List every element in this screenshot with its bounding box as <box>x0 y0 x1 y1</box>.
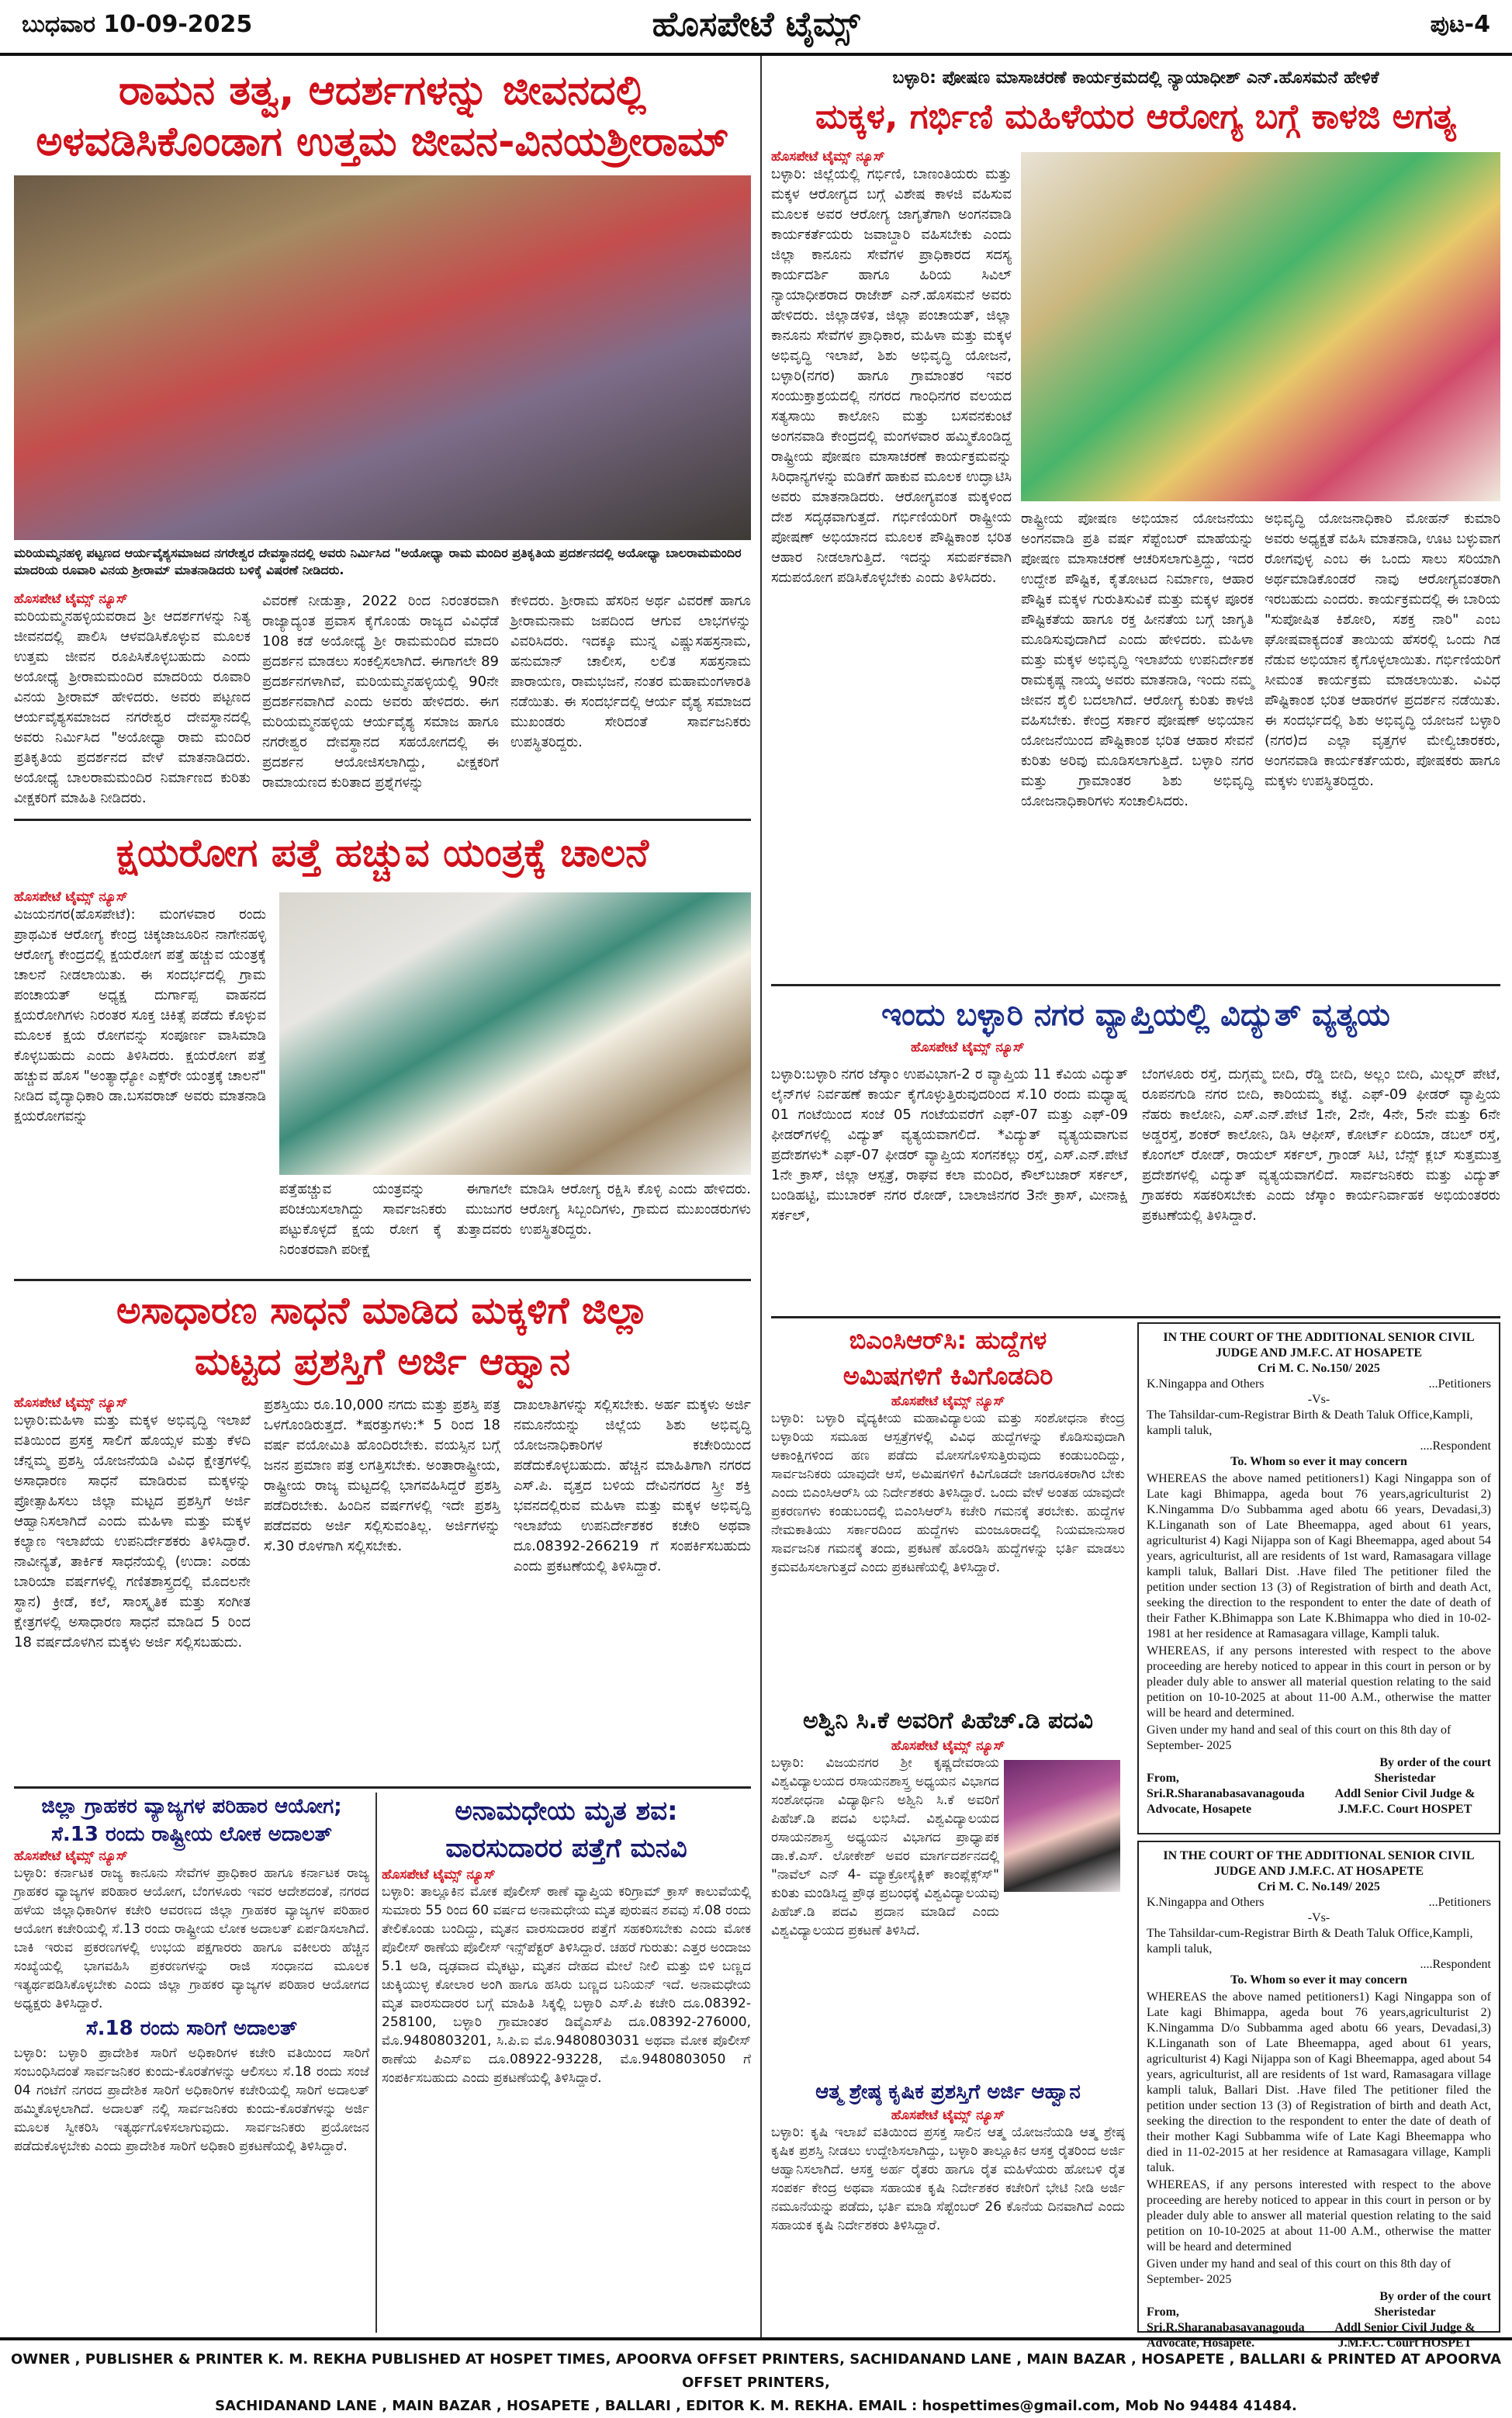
byline: ಹೊಸಪೇಟೆ ಟೈಮ್ಸ್ ನ್ಯೂಸ್ <box>14 1395 128 1411</box>
case-number: Cri M. C. No.149/ 2025 <box>1258 1880 1380 1893</box>
byline: ಹೊಸಪೇಟೆ ಟೈಮ್ಸ್ ನ್ಯೂಸ್ <box>14 889 128 905</box>
sheristedar: Sheristedar <box>1374 2305 1436 2319</box>
judge: Addl Senior Civil Judge & J.M.F.C. Court HOSPET <box>1334 2321 1476 2350</box>
newspaper-title: ಹೊಸಪೇಟೆ ಟೈಮ್ಸ್ <box>652 5 860 44</box>
story-body: ಮಾಡಿಸಿ ಆರೋಗ್ಯ ರಕ್ಷಿಸಿ ಕೊಳ್ಳಿ ಎಂದು ಹೇಳಿದರು. ಆರೋಗ್ಯ ಸಿಬ್ಬಂದಿಗಳು, ಗ್ರಾಮದ ಮುಖಂಡರುಗಳು ಉಪಸ್ಥಿತರಿದ್ದರು. <box>520 1181 751 1238</box>
story-body: ಬೆಂಗಳೂರು ರಸ್ತೆ, ದುಗ್ಗಮ್ಮ ಬೀದಿ, ರೆಡ್ಡಿ ಬೀದಿ, ಅಲ್ಲಂ ಬೀದಿ, ಮಿಲ್ಲರ್ ಪೇಟೆ, ರೂಪನಗುಡಿ ನಗರ ಬೀದಿ, ಕಾರಿಯಮ್ಮ ಕಟ್ಟೆ. ಎಫ್-09 ಫೀಡರ್ ವ್ಯಾಪ್ತಿಯ ನೆಹರು ಕಾಲೋನಿ, ಎಸ್.ಎನ್.ಪೇಟೆ 1ನೇ, 2ನೇ, 4ನೇ, 5ನೇ ಮತ್ತು 6ನೇ ಅಡ್ಡರಸ್ತೆ, ಶಂಕರ್ ಕಾಲೋನಿ, ಡಿಸಿ ಆಫೀಸ್, ಕೋರ್ಟ್ ಏರಿಯಾ, ಡಬಲ್ ರಸ್ತೆ, ಕೊಂಗಲ್ ರೋಡ್, ರಾಯಲ್ ಸರ್ಕಲ್, ಗ್ರಾಂಡ್ ಸಿಟಿ, ಬೆನ್ಸ್ ಕ್ಲಬ್ ಸುತ್ತಮುತ್ತ ಪ್ರದೇಶಗಳಲ್ಲಿ ವಿದ್ಯುತ್ ವ್ಯತ್ಯಯವಾಗಲಿದೆ. ಸಾರ್ವಜನಿಕರು ಮತ್ತು ವಿದ್ಯುತ್ ಗ್ರಾಹಕರು ಸಹಕರಿಸಬೇಕು ಎಂದು ಜೆಸ್ಕಾಂ ಕಾರ್ಯನಿರ್ವಾಹಕ ಅಭಿಯಂತರರು ಪ್ರಕಟಣೆಯಲ್ಲಿ ತಿಳಿಸಿದ್ದಾರೆ. <box>1142 1066 1500 1224</box>
story-child-awards <box>14 1285 751 1783</box>
from-block <box>1147 1771 1312 1817</box>
story-phd-award <box>771 1704 1125 2077</box>
respondent-label: ....Respondent <box>1420 1439 1491 1453</box>
story-body: ಬಳ್ಳಾರಿ: ವಿಜಯನಗರ ಶ್ರೀ ಕೃಷ್ಣದೇವರಾಯ ವಿಶ್ವವಿದ್ಯಾಲಯದ ರಸಾಯನಶಾಸ್ತ್ರ ಅಧ್ಯಯನ ವಿಭಾಗದ ಸಂಶೋಧನಾ ವಿದ್ಯಾರ್ಥಿನಿ ಅಶ್ವಿನಿ ಸಿ.ಕೆ ಅವರಿಗೆ ಪಿಹೆಚ್.ಡಿ ಪದವಿ ಲಭಿಸಿದೆ. ವಿಶ್ವವಿದ್ಯಾಲಯದ ರಸಾಯನಶಾಸ್ತ್ರ ಅಧ್ಯಯನ ವಿಭಾಗದ ಪ್ರಾಧ್ಯಾಪಕ ಡಾ.ಕೆ.ಎಸ್. ಲೋಕೇಶ್ ಅವರ ಮಾರ್ಗದರ್ಶನದಲ್ಲಿ "ನಾವೆಲ್ ಎನ್ 4- ಮ್ಯಾಕ್ರೋಸೈಕ್ಲಿಕ್ ಕಾಂಪ್ಲೆಕ್ಸ್‌ಸ್" ಕುರಿತು ಮಂಡಿಸಿದ್ದ ಪ್ರೌಢ ಪ್ರಬಂಧಕ್ಕೆ ವಿಶ್ವವಿದ್ಯಾಲಯವು ಪಿಹೆಚ್.ಡಿ ಪದವಿ ಪ್ರದಾನ ಮಾಡಿದೆ ಎಂದು ವಿಶ್ವವಿದ್ಯಾಲಯದ ಪ್ರಕಟಣೆ ತಿಳಿಸಿದೆ. <box>771 1755 999 1938</box>
headline: ಕ್ಷಯರೋಗ ಪತ್ತೆ ಹಚ್ಚುವ ಯಂತ್ರಕ್ಕೆ ಚಾಲನೆ <box>116 830 649 875</box>
parties-row <box>1147 1377 1491 1392</box>
story-body: ಬಳ್ಳಾರಿ: ಬಳ್ಳಾರಿ ಪ್ರಾದೇಶಿಕ ಸಾರಿಗೆ ಅಧಿಕಾರಿಗಳ ಕಚೇರಿ ವತಿಯಿಂದ ಸಾರಿಗೆ ಸಂಬಂಧಿಸಿದಂತೆ ಸಾರ್ವಜನಿಕರ ಕುಂದು-ಕೊರತೆಗಳನ್ನು ಆಲಿಸಲು ಸೆ.18 ರಂದು ಸಂಜೆ 04 ಗಂಟೆಗೆ ನಗರದ ಪ್ರಾದೇಶಿಕ ಸಾರಿಗೆ ಅಧಿಕಾರಿಗಳ ಕಚೇರಿಯಲ್ಲಿ ಸಾರಿಗೆ ಅದಾಲತ್ ಹಮ್ಮಿಕೊಳ್ಳಲಾಗಿದೆ. ಅದಾಲತ್ ನಲ್ಲಿ ಸಾರ್ವಜನಿಕರು ಕುಂದು-ಕೊರತೆಗಳನ್ನು ಅರ್ಜಿ ಮೂಲಕ ಸ್ವೀಕರಿಸಿ ಇತ್ಯರ್ಥಗೊಳಿಸಲಾಗುವುದು. ಸಾರ್ವಜನಿಕರು ಪ್ರಯೋಜನ ಪಡೆದುಕೊಳ್ಳಬೇಕು ಎಂದು ಪ್ರಾದೇಶಿಕ ಸಾರಿಗೆ ಅಧಿಕಾರಿ ಪ್ರಕಟಣೆಯಲ್ಲಿ ತಿಳಿಸಿದ್ದಾರೆ. <box>14 2046 369 2154</box>
section-divider <box>771 1316 1500 1318</box>
court-title: IN THE COURT OF THE ADDITIONAL SENIOR CIVIL <box>1163 1331 1475 1344</box>
story-body: ಬಳ್ಳಾರಿ: ಜಿಲ್ಲೆಯಲ್ಲಿ ಗರ್ಭಿಣಿ, ಬಾಣಂತಿಯರು ಮತ್ತು ಮಕ್ಕಳ ಆರೋಗ್ಯದ ಬಗ್ಗೆ ವಿಶೇಷ ಕಾಳಜಿ ವಹಿಸುವ ಮೂಲಕ ಅವರ ಆರೋಗ್ಯ ಜಾಗೃತೆಗಾಗಿ ಅಂಗನವಾಡಿ ಕಾರ್ಯಕರ್ತೆಯರು ಜವಾಬ್ದಾರಿ ವಹಿಸಬೇಕು ಎಂದು ಜಿಲ್ಲಾ ಕಾನೂನು ಸೇವೆಗಳ ಪ್ರಾಧಿಕಾರದ ಸದಸ್ಯ ಕಾರ್ಯದರ್ಶಿ ಹಾಗೂ ಹಿರಿಯ ಸಿವಿಲ್ ನ್ಯಾಯಾಧೀಶರಾದ ರಾಜೇಶ್ ಎನ್.ಹೊಸಮನೆ ಅವರು ಹೇಳಿದರು. ಜಿಲ್ಲಾಡಳಿತ, ಜಿಲ್ಲಾ ಪಂಚಾಯತ್, ಜಿಲ್ಲಾ ಕಾನೂನು ಸೇವೆಗಳ ಪ್ರಾಧಿಕಾರ, ಮಹಿಳಾ ಮತ್ತು ಮಕ್ಕಳ ಅಭಿವೃದ್ಧಿ ಇಲಾಖೆ, ಶಿಶು ಅಭಿವೃದ್ಧಿ ಯೋಜನೆ, ಬಳ್ಳಾರಿ(ನಗರ) ಹಾಗೂ ಗ್ರಾಮಾಂತರ ಇವರ ಸಂಯುಕ್ತಾಶ್ರಯದಲ್ಲಿ ನಗರದ ಗಾಂಧಿನಗರ ವಲಯದ ಸತ್ಯಸಾಯಿ ಕಾಲೋನಿ ಮತ್ತು ಬಸವನಕುಂಟೆ ಅಂಗನವಾಡಿ ಕೇಂದ್ರದಲ್ಲಿ ಮಂಗಳವಾರ ಹಮ್ಮಿಕೊಂಡಿದ್ದ ರಾಷ್ಟ್ರೀಯ ಪೋಷಣ ಮಾಸಾಚರಣೆ ಕಾರ್ಯಕ್ರಮವನ್ನು ಸಿರಿಧಾನ್ಯಗಳನ್ನು ಮಡಿಕೆಗೆ ಹಾಕುವ ಮೂಲಕ ಉದ್ಘಾಟಿಸಿ ಅವರು ಮಾತನಾಡಿದರು. ಆರೋಗ್ಯವಂತ ಮಕ್ಕಳಿಂದ ದೇಶ ಸದೃಢವಾಗುತ್ತದೆ. ಗರ್ಭಿಣಿಯರಿಗೆ ರಾಷ್ಟ್ರೀಯ ಪೋಷಣ್ ಅಭಿಯಾನದ ಮೂಲಕ ಪೌಷ್ಟಿಕಾಂಶ ಭರಿತ ಆಹಾರ ನೀಡಲಾಗುತ್ತಿದೆ. ಇದನ್ನು ಸಮರ್ಪಕವಾಗಿ ಸದುಪಯೋಗ ಪಡಿಸಿಕೊಳ್ಳಬೇಕು ಎಂದು ತಿಳಿಸಿದರು. <box>771 166 1012 586</box>
section-divider <box>771 984 1500 986</box>
column-rule <box>760 56 762 2337</box>
section-divider <box>14 1279 751 1281</box>
petitioners-label: ...Petitioners <box>1428 1377 1491 1391</box>
story-body: ರಾಷ್ಟ್ರೀಯ ಪೋಷಣ ಅಭಿಯಾನ ಯೋಜನೆಯು ಅಂಗನವಾಡಿ ಪ್ರತಿ ವರ್ಷ ಸೆಪ್ಟೆಂಬರ್ ಮಾಹೆಯನ್ನು ಪೋಷಣ ಮಾಸಾಚರಣೆ ಆಚರಿಸಲಾಗುತ್ತಿದ್ದು, ಇದರ ಉದ್ದೇಶ ಪೌಷ್ಟಿಕ, ಕೈತೋಟದ ನಿರ್ಮಾಣ, ಆಹಾರ ಪೌಷ್ಟಿಕ ಮಕ್ಕಳ ಗುರುತಿಸುವಿಕೆ ಮತ್ತು ಮಕ್ಕಳ ಪೂರಕ ಪೌಷ್ಟಿಕತೆಯ ಹಾಗೂ ರಕ್ತ ಹೀನತೆಯ ಬಗ್ಗೆ ಜಾಗೃತಿ ಮೂಡಿಸುವುದಾಗಿದೆ ಎಂದು ಹೇಳಿದರು. ಮಹಿಳಾ ಮತ್ತು ಮಕ್ಕಳ ಅಭಿವೃದ್ಧಿ ಇಲಾಖೆಯ ಉಪನಿರ್ದೇಶಕ ರಾಮಕೃಷ್ಣ ನಾಯ್ಕ ಅವರು ಮಾತನಾಡಿ, ಇಂದು ನಮ್ಮ ಜೀವನ ಶೈಲಿ ಬದಲಾಗಿದೆ. ಆರೋಗ್ಯ ಕುರಿತು ಕಾಳಜಿ ವಹಿಸಬೇಕು. ಕೇಂದ್ರ ಸರ್ಕಾರ ಪೋಷಣ್ ಅಭಿಯಾನ ಯೋಜನೆಯಿಂದ ಪೌಷ್ಟಿಕಾಂಶ ಭರಿತ ಆಹಾರ ಸೇವನೆ ಕುರಿತು ಅರಿವು ಮೂಡಿಸಲಾಗುತ್ತಿದೆ. ಬಳ್ಳಾರಿ ನಗರ ಮತ್ತು ಗ್ರಾಮಾಂತರ ಶಿಶು ಅಭಿವೃದ್ಧಿ ಯೋಜನಾಧಿಕಾರಿಗಳು ಸಂಚಾಲಿಸಿದರು. <box>1021 511 1254 809</box>
imprint-line: OWNER , PUBLISHER & PRINTER K. M. REKHA PUBLISHED AT HOSPET TIMES, APOORVA OFFSET PRINTERS, SACHIDANAND LANE , MAIN BAZAR , HOSAPETE , BALLARI & PRINTED AT APOORVA OFFSET PRINTERS, <box>10 2351 1502 2391</box>
headline: ಇಂದು ಬಳ್ಳಾರಿ ನಗರ ವ್ಯಾಪ್ತಿಯಲ್ಲಿ ವಿದ್ಯುತ್ ವ್ಯತ್ಯಯ <box>881 997 1390 1033</box>
notice-paragraph: WHEREAS, if any persons interested with respect to the above proceeding are hereby noticed to appear in this court in person or by pleader duly able to answer all material question relating to the said petition on 10-10-2025 at about 11-00 A.M., otherwise the matter will be heard and determined <box>1147 2178 1491 2253</box>
photo-caption: ಮರಿಯಮ್ಮನಹಳ್ಳಿ ಪಟ್ಟಣದ ಆರ್ಯವೈಶ್ಯಸಮಾಜದ ನಗರೇಶ್ವರ ದೇವಸ್ಥಾನದಲ್ಲಿ ಅವರು ನಿರ್ಮಿಸಿದ "ಅಯೋಧ್ಯಾ ರಾಮ ಮಂದಿರ ಪ್ರತಿಕೃತಿಯ ಪ್ರದರ್ಶನದಲ್ಲಿ ಅಯೋಧ್ಯಾ ಬಾಲರಾಮಮಂದಿರ ಮಾದರಿಯ ರೂವಾರಿ ವಿನಯ ಶ್ರೀರಾಮ್ ಮಾತನಾಡಿದರು ಬಳಿಕ್ಕೆ ವಿಷರಣೆ ನೀಡಿದರು. <box>14 546 742 577</box>
court-title: JUDGE AND JM.F.C. AT HOSAPETE <box>1216 1346 1422 1360</box>
headline: ಅನಾಮಧೇಯ ಮೃತ ಶವ: <box>455 1796 678 1827</box>
story-nutrition-month <box>771 65 1500 981</box>
issue-date: ಬುಧವಾರ 10-09-2025 <box>22 11 253 38</box>
story-body: ಬಳ್ಳಾರಿ: ಕೃಷಿ ಇಲಾಖೆ ವತಿಯಿಂದ ಪ್ರಸಕ್ತ ಸಾಲಿನ ಆತ್ಮ ಯೋಜನೆಯಡಿ ಆತ್ಮ ಶ್ರೇಷ್ಠ ಕೃಷಿಕ ಪ್ರಶಸ್ತಿ ನೀಡಲು ಉದ್ದೇಶಿಸಲಾಗಿದ್ದು, ಬಳ್ಳಾರಿ ತಾಲ್ಲೂಕಿನ ಆಸಕ್ತ ರೈತರಿಂದ ಅರ್ಜಿ ಆಹ್ವಾನಿಸಲಾಗಿದೆ. ಆಸಕ್ತ ಅರ್ಹ ರೈತರು ಹಾಗೂ ರೈತ ಮಹಿಳೆಯರು ಹೋಬಳಿ ರೈತ ಸಂಪರ್ಕ ಕೇಂದ್ರ ಅಥವಾ ಸಹಾಯಕ ಕೃಷಿ ನಿರ್ದೇಶಕರ ಕಚೇರಿಗೆ ಭೇಟಿ ನೀಡಿ ಅರ್ಜಿ ನಮೂನೆಯನ್ನು ಪಡೆದು, ಭರ್ತಿ ಮಾಡಿ ಸೆಪ್ಟೆಂಬರ್ 26 ಕೊನೆಯ ದಿನವಾಗಿದೆ ಎಂದು ಸಹಾಯಕ ಕೃಷಿ ನಿರ್ದೇಶಕರು ತಿಳಿಸಿದ್ದಾರೆ. <box>771 2125 1125 2233</box>
column-rule <box>375 1793 377 2333</box>
health-centre-photo <box>279 892 751 1175</box>
story-body: ಪ್ರಶಸ್ತಿಯು ರೂ.10,000 ನಗದು ಮತ್ತು ಪ್ರಶಸ್ತಿ ಪತ್ರ ಒಳಗೊಂಡಿರುತ್ತದೆ. *ಷರತ್ತುಗಳು:* 5 ರಿಂದ 18 ವರ್ಷ ವಯೋಮಿತಿ ಹೊಂದಿರಬೇಕು. ವಯಸ್ಸಿನ ಬಗ್ಗೆ ಜನನ ಪ್ರಮಾಣ ಪತ್ರ ಲಗತ್ತಿಸಬೇಕು. ಅಂತಾರಾಷ್ಟ್ರೀಯ, ರಾಷ್ಟ್ರೀಯ ರಾಜ್ಯ ಮಟ್ಟದಲ್ಲಿ ಭಾಗವಹಿಸಿದ್ದರೆ ಪ್ರಶಸ್ತಿ ಪಡೆದಿರಬೇಕು. ಹಿಂದಿನ ವರ್ಷಗಳಲ್ಲಿ ಇದೇ ಪ್ರಶಸ್ತಿ ಪಡೆದವರು ಅರ್ಜಿ ಸಲ್ಲಿಸುವಂತಿಲ್ಲ. ಅರ್ಜಿಗಳನ್ನು ಸೆ.30 ರೊಳಗಾಗಿ ಸಲ್ಲಿಸಬೇಕು. <box>264 1397 500 1554</box>
story-body: ವಿಜಯನಗರ(ಹೊಸಪೇಟೆ): ಮಂಗಳವಾರ ರಂದು ಪ್ರಾಥಮಿಕ ಆರೋಗ್ಯ ಕೇಂದ್ರ ಚಿಕ್ಕಜಾಜೂರಿನ ನಾಗೇನಹಳ್ಳಿ ಆರೋಗ್ಯ ಕೇಂದ್ರದಲ್ಲಿ ಕ್ಷಯರೋಗ ಪತ್ತೆ ಹಚ್ಚುವ ಯಂತ್ರಕ್ಕೆ ಚಾಲನೆ ನೀಡಲಾಯಿತು. ಈ ಸಂದರ್ಭದಲ್ಲಿ ಗ್ರಾಮ ಪಂಚಾಯತ್ ಅಧ್ಯಕ್ಷ ದುರ್ಗಾಪ್ಪ ವಾಹನದ ಕ್ಷಯರೋಗಿಗಳು ನಿರಂತರ ಸೂಕ್ತ ಚಿಕಿತ್ಸೆ ಪಡೆದು ಕೊಳ್ಳುವ ಮೂಲಕ ಕ್ಷಯ ರೋಗವನ್ನು ಸಂಪೂರ್ಣ ವಾಸಿಮಾಡಿ ಕೊಳ್ಳಬಹುದು ಎಂದು ತಿಳಿಸಿದರು. ಕ್ಷಯರೋಗ ಪತ್ತೆ ಹಚ್ಚುವ ಹೊಸ "ಅಂತ್ಯಾಧ್ಯೋ ಎಕ್ಸ್‌ರೇ ಯಂತ್ರಕ್ಕೆ ಚಾಲನೆ" ನೀಡಿದ ವೈದ್ಯಾಧಿಕಾರಿ ಡಾ.ಬಸವರಾಜ್ ಅವರು ಮಾತನಾಡಿ ಕ್ಷಯರೋಗವನ್ನು <box>14 906 266 1124</box>
story-body: ಮರಿಯಮ್ಮನಹಳ್ಳಿಯವರಾದ ಶ್ರೀ ಆದರ್ಶಗಳನ್ನು ನಿತ್ಯ ಜೀವನದಲ್ಲಿ ಪಾಲಿಸಿ ಆಳವಡಿಸಿಕೊಳ್ಳುವ ಮೂಲಕ ಉತ್ತಮ ಜೀವನ ರೂಪಿಸಿಕೊಳ್ಳಬಹುದು ಎಂದು ಅಯೋಧ್ಯೆ ಶ್ರೀರಾಮಮಂದಿರ ಮಾದರಿಯ ರೂವಾರಿ ವಿನಯ ಶ್ರೀರಾಮ್ ಹೇಳಿದರು. ಅವರು ಪಟ್ಟಣದ ಆರ್ಯವೈಶ್ಯಸಮಾಜದ ನಗರೇಶ್ವರ ದೇವಸ್ಥಾನದಲ್ಲಿ ಅವರು ನಿರ್ಮಿಸಿದ "ಅಯೋಧ್ಯಾ ರಾಮ ಮಂದಿರ ಪ್ರತಿಕೃತಿಯ ಪ್ರದರ್ಶನದ ವೇಳೆ ಮಾತನಾಡಿದರು. ಅಯೋಧ್ಯೆ ಬಾಲರಾಮಮಂದಿರ ನಿರ್ಮಾಣದ ಕುರಿತು ವೀಕ್ಷಕರಿಗೆ ಮಾಹಿತಿ ನೀಡಿದರು. <box>14 608 251 806</box>
byline: ಹೊಸಪೇಟೆ ಟೈಮ್ಸ್ ನ್ಯೂಸ್ <box>382 1867 496 1883</box>
advocate: Sri.R.Sharanabasavanagouda Advocate, Hosapete. <box>1147 2321 1305 2350</box>
from-label: From, <box>1147 2305 1179 2319</box>
headline: ಅಳವಡಿಸಿಕೊಂಡಾಗ ಉತ್ತಮ ಜೀವನ-ವಿನಯಶ್ರೀರಾಮ್ <box>36 119 729 165</box>
headline: ಸೆ.13 ರಂದು ರಾಷ್ಟ್ರೀಯ ಲೋಕ ಅದಾಲತ್ <box>51 1823 332 1846</box>
story-body: ವಿವರಣೆ ನೀಡುತ್ತಾ, 2022 ರಿಂದ ನಿರಂತರವಾಗಿ ರಾಜ್ಯಾದ್ಯಂತ ಪ್ರವಾಸ ಕೈಗೊಂಡು ರಾಜ್ಯದ ವಿವಿಧೆಡೆ 108 ಕಡೆ ಅಯೋಧ್ಯೆ ಶ್ರೀ ರಾಮಮಂದಿರ ಮಾದರಿ ಪ್ರದರ್ಶನ ಮಾಡಲು ಸಂಕಲ್ಪಿಸಲಾಗಿದೆ. ಈಗಾಗಲೇ 89 ಪ್ರದರ್ಶನಗಳಾಗಿವೆ, ಮರಿಯಮ್ಮನಹಳ್ಳಿಯಲ್ಲಿ 90ನೇ ಪ್ರದರ್ಶನವಾಗಿದೆ ಎಂದು ಅವರು ಹೇಳಿದರು. ಈಗ ಮರಿಯಮ್ಮನಹಳ್ಳಿಯ ಆರ್ಯವೈಶ್ಯ ಸಮಾಜ ಹಾಗೂ ನಗರೇಶ್ವರ ದೇವಸ್ಥಾನದ ಸಹಯೋಗದಲ್ಲಿ ಈ ಪ್ರದರ್ಶನ ಆಯೋಜಿಸಲಾಗಿದ್ದು, ವೀಕ್ಷಕರಿಗೆ ರಾಮಾಯಣದ ಕುರಿತಾದ ಪ್ರಶ್ನೆಗಳನ್ನು <box>262 593 499 791</box>
story-unidentified-body <box>382 1793 751 2333</box>
headline: ಆತ್ಮ ಶ್ರೇಷ್ಠ ಕೃಷಿಕ ಪ್ರಶಸ್ತಿಗೆ ಅರ್ಜಿ ಆಹ್ವಾನ <box>815 2080 1081 2104</box>
imprint-line: SACHIDANAND LANE , MAIN BAZAR , HOSAPETE , BALLARI , EDITOR K. M. REKHA. EMAIL : hospettimes@gmail.com, Mob No 94484 41484. <box>215 2398 1297 2414</box>
imprint-footer <box>0 2337 1512 2414</box>
versus: -Vs- <box>1307 1393 1330 1406</box>
byline: ಹೊಸಪೇಟೆ ಟೈಮ್ಸ್ ನ್ಯೂಸ್ <box>14 1848 128 1864</box>
byline: ಹೊಸಪೇಟೆ ಟೈಮ್ಸ್ ನ್ಯೂಸ್ <box>771 149 885 165</box>
headline: ಅಮಿಷಗಳಿಗೆ ಕಿವಿಗೊಡದಿರಿ <box>842 1361 1054 1391</box>
story-body: ಕೇಳಿದರು. ಶ್ರೀರಾಮ ಹೆಸರಿನ ಅರ್ಥ ವಿವರಣೆ ಹಾಗೂ ಶ್ರೀರಾಮನಾಮ ಜಪದಿಂದ ಆಗುವ ಲಾಭಗಳನ್ನು ವಿವರಿಸಿದರು. ಇದಕ್ಕೂ ಮುನ್ನ ವಿಷ್ಣುಸಹಸ್ರನಾಮ, ಹನುಮಾನ್ ಚಾಲೀಸ, ಲಲಿತ ಸಹಸ್ರನಾಮ ಪಾರಾಯಣ, ರಾಮಭಜನೆ, ನಂತರ ಮಹಾಮಂಗಳಾರತಿ ನಡೆಯಿತು. ಈ ಸಂದರ್ಭದಲ್ಲಿ ಆರ್ಯ ವೈಶ್ಯ ಸಮಾಜದ ಮುಖಂಡರು ಸೇರಿದಂತೆ ಸಾರ್ವಜನಿಕರು ಉಪಸ್ಥಿತರಿದ್ದರು. <box>510 593 751 750</box>
story-body: ಅಭಿವೃದ್ಧಿ ಯೋಜನಾಧಿಕಾರಿ ಮೋಹನ್ ಕುಮಾರಿ ಅವರು ಅಧ್ಯಕ್ಷತೆ ವಹಿಸಿ ಮಾತನಾಡಿ, ಊಟ ಬಳ್ಳುವಾಗ ರೋಗವುಳ್ಳ ಎಂಬ ಈ ಒಂದು ಸಾಲು ಸರಿಯಾಗಿ ಅರ್ಥಮಾಡಿಕೊಂಡರೆ ನಾವು ಆರೋಗ್ಯವಂತರಾಗಿ ಇರಬಹುದು ಎಂದರು. ಕಾರ್ಯಕ್ರಮದಲ್ಲಿ ಈ ಬಾರಿಯ "ಸುಪೋಷಿತ ಕಿಶೋರಿ, ಸಶಕ್ತ ನಾರಿ" ಎಂಬ ಘೋಷವಾಕ್ಯದಂತೆ ತಾಯಿಯ ಹೆಸರಲ್ಲಿ ಒಂದು ಗಿಡ ನೆಡುವ ಅಭಿಯಾನ ಕೈಗೊಳ್ಳಲಾಯಿತು. ಗರ್ಭಿಣಿಯರಿಗೆ ಸೀಮಂತ ಕಾರ್ಯಕ್ರಮ ಮಾಡಲಾಯಿತು. ವಿವಿಧ ಪೌಷ್ಟಿಕಾಂಶ ಭರಿತ ಆಹಾರಗಳ ಪ್ರದರ್ಶನ ನಡೆಯಿತು. ಈ ಸಂದರ್ಭದಲ್ಲಿ ಶಿಶು ಅಭಿವೃದ್ಧಿ ಯೋಜನೆ ಬಳ್ಳಾರಿ (ನಗರ)ದ ಎಲ್ಲಾ ವೃತ್ತಗಳ ಮೇಲ್ವಿಚಾರಕರು, ಅಂಗನವಾಡಿ ಕಾರ್ಯಕರ್ತೆಯರು, ಪೋಷಕರು ಹಾಗೂ ಮಕ್ಕಳು ಉಪಸ್ಥಿತರಿದ್ದರು. <box>1265 511 1500 789</box>
parties-row <box>1147 1895 1491 1910</box>
notice-paragraph: WHEREAS the above named petitioners1) Kagi Ningappa son of Late kagi Bhimappa, ageda bout 76 years,agriculturist 2) K.Ningamma D/o Subbamma aged abotu 66 years, Devadasi,3) K.Linganath son of Late Bheemappa, aged about 61 years, agriculturist 4) Kagi Nijappa son of Kagi Bheemappa, aged about 54 years, agriculturist, all are residents of 1st ward, Ramasagara village kampli taluk, Ballari Dist. .Have filed The petitioner filed the petition under section 13 (3) of Registration of birth and death Act, seeking the direction to the respondent to enter the date of death of their mother Kagi Subbamma wife of Late Kagi Bheemappa who died in 11-02-2015 at her residence at Ramasagara village, Kampli taluk. <box>1147 1990 1491 2174</box>
masthead <box>0 0 1512 56</box>
story-column <box>771 149 1012 981</box>
advocate: Sri.R.Sharanabasavanagouda Advocate, Hosapete <box>1147 1787 1305 1816</box>
story-tb-machine <box>14 826 751 1274</box>
portrait-photo <box>1004 1760 1120 1892</box>
notice-paragraph: Given under my hand and seal of this court on this 8th day of September- 2025 <box>1147 2257 1451 2286</box>
story-column <box>14 591 251 815</box>
headline: ಜಿಲ್ಲಾ ಗ್ರಾಹಕರ ವ್ಯಾಜ್ಯಗಳ ಪರಿಹಾರ ಆಯೋಗ; <box>41 1795 342 1818</box>
story-body: ಬಳ್ಳಾರಿ:ಬಳ್ಳಾರಿ ನಗರ ಜೆಸ್ಕಾಂ ಉಪವಿಭಾಗ-2 ರ ವ್ಯಾಪ್ತಿಯ 11 ಕೆವಿಯ ವಿದ್ಯುತ್ ಲೈನ್‌ಗಳ ನಿರ್ವಹಣೆ ಕಾರ್ಯ ಕೈಗೊಳ್ಳುತ್ತಿರುವುದರಿಂದ ಸೆ.10 ರಂದು ಮಧ್ಯಾಹ್ನ 01 ಗಂಟೆಯಿಂದ ಸಂಜೆ 05 ಗಂಟೆಯವರೆಗೆ ಎಫ್-07 ಮತ್ತು ಎಫ್-09 ಫೀಡರ್‌ಗಳಲ್ಲಿ ವಿದ್ಯುತ್ ವ್ಯತ್ಯಯವಾಗಲಿದೆ. *ವಿದ್ಯುತ್ ವ್ಯತ್ಯಯವಾಗುವ ಪ್ರದೇಶಗಳು* ಎಫ್-07 ಫೀಡರ್ ವ್ಯಾಪ್ತಿಯ ಸಂಗನಕಲ್ಲು ರಸ್ತೆ, ಎಸ್.ಎನ್.ಪೇಟೆ 1ನೇ ಕ್ರಾಸ್, ಜಿಲ್ಲಾ ಆಸ್ಪತ್ರೆ, ರಾಘವ ಕಲಾ ಮಂದಿರ, ಕೌಲ್‌ಬಜಾರ್ ಸರ್ಕಲ್, ಬಂಡಿಹಟ್ಟಿ, ಮುಬಾರಕ್ ನಗರ ರೋಡ್, ಬಾಲಾಜಿನಗರ 3ನೇ ಕ್ರಾಸ್, ಮೀನಾಕ್ಷಿ ಸರ್ಕಲ್, <box>771 1066 1128 1224</box>
headline: ಅಶ್ವಿನಿ ಸಿ.ಕೆ ಅವರಿಗೆ ಪಿಹೆಚ್.ಡಿ ಪದವಿ <box>802 1707 1094 1734</box>
petitioners: K.Ningappa and Others <box>1147 1896 1265 1909</box>
signature-row <box>1147 1771 1491 1817</box>
nutrition-event-photo <box>1021 152 1500 501</box>
subheadline: ಸೆ.18 ರಂದು ಸಾರಿಗೆ ಅದಾಲತ್ <box>85 2017 298 2040</box>
story-rama-principles <box>14 65 751 815</box>
event-photo <box>14 175 751 540</box>
story-lok-adalat <box>14 1793 369 2333</box>
headline: ಅಸಾಧಾರಣ ಸಾಧನೆ ಮಾಡಿದ ಮಕ್ಕಳಿಗೆ ಜಿಲ್ಲಾ <box>116 1289 649 1332</box>
story-body: ಬಳ್ಳಾರಿ: ಬಳ್ಳಾರಿ ವೈದ್ಯಕೀಯ ಮಹಾವಿದ್ಯಾಲಯ ಮತ್ತು ಸಂಶೋಧನಾ ಕೇಂದ್ರ ಬಳ್ಳಾರಿಯ ಸಮೂಹ ಆಸ್ಪತ್ರೆಗಳಲ್ಲಿ ವಿವಿಧ ಹುದ್ದೆಗಳನ್ನು ಕೊಡಿಸುವುದಾಗಿ ಆಕಾಂಕ್ಷಿಗಳಿಂದ ಹಣ ಪಡೆದು ಮೋಸಗೊಳಿಸುತ್ತಿರುವುದು ಕಂಡುಬಂದಿದ್ದು, ಸಾರ್ವಜನಿಕರು ಯಾವುದೇ ಆಸೆ, ಅಮಿಷಗಳಿಗೆ ಕಿವಿಗೊಡದೇ ಜಾಗರೂಕರಾಗಿರ ಬೇಕು ಎಂದು ಬಿಎಂಸಿಆರ್‌ಸಿ ಯ ನಿರ್ದೇಶಕರು ತಿಳಿಸಿದ್ದಾರೆ. ಒಂದು ವೇಳೆ ಅಂತಹ ಯಾವುದೇ ಪ್ರಕರಣಗಳು ಕಂಡುಬಂದಲ್ಲಿ ಬಿಎಂಸಿಆರ್‌ಸಿ ಕಚೇರಿ ಗಮನಕ್ಕೆ ತರಬೇಕು. ಹುದ್ದೆಗಳ ನೇಮಕಾತಿಯು ಸರ್ಕಾರದಿಂದ ಹುದ್ದೆಗಳು ಮಂಜೂರಾದಲ್ಲಿ ನಿಯಮಾನುಸಾರ ಸಾರ್ವಜನಿಕ ಗಮನಕ್ಕೆ ತಂದು, ಪ್ರಕಟಣೆ ಹೊರಡಿಸಿ ಹುದ್ದೆಗಳನ್ನು ಭರ್ತಿ ಮಾಡಲು ಕ್ರಮವಹಿಸಲಾಗುತ್ತದೆ ಎಂದು ಪ್ರಕಟಣೆಯಲ್ಲಿ ತಿಳಿಸಿದ್ದಾರೆ. <box>771 1411 1125 1575</box>
notice-address: To. Whom so ever it may concern <box>1230 1455 1407 1468</box>
story-body: ದಾಖಲಾತಿಗಳನ್ನು ಸಲ್ಲಿಸಬೇಕು. ಅರ್ಹ ಮಕ್ಕಳು ಅರ್ಜಿ ನಮೂನೆಯನ್ನು ಜಿಲ್ಲೆಯ ಶಿಶು ಅಭಿವೃದ್ಧಿ ಯೋಜನಾಧಿಕಾರಿಗಳ ಕಚೇರಿಯಿಂದ ಪಡೆದುಕೊಳ್ಳಬಹುದು. ಹೆಚ್ಚಿನ ಮಾಹಿತಿಗಾಗಿ ನಗರದ ಎಸ್.ಪಿ. ವೃತ್ತದ ಬಳಿಯ ದೇವಿನಗರದ ಸ್ತ್ರೀ ಶಕ್ತಿ ಭವನದಲ್ಲಿರುವ ಮಹಿಳಾ ಮತ್ತು ಮಕ್ಕಳ ಅಭಿವೃದ್ಧಿ ಇಲಾಖೆಯ ಉಪನಿರ್ದೇಶಕರ ಕಚೇರಿ ಅಥವಾ ದೂ.08392-266219 ಗೆ ಸಂಪರ್ಕಿಸಬಹುದು ಎಂದು ಪ್ರಕಟಣೆಯಲ್ಲಿ ತಿಳಿಸಿದ್ದಾರೆ. <box>514 1397 751 1574</box>
story-farmer-award <box>771 2077 1125 2333</box>
headline: ಮಕ್ಕಳ, ಗರ್ಭಿಣಿ ಮಹಿಳೆಯರ ಆರೋಗ್ಯ ಬಗ್ಗೆ ಕಾಳಜಿ ಅಗತ್ಯ <box>815 97 1456 137</box>
respondent: The Tahsildar-cum-Registrar Birth & Death Taluk Office,Kampli, kampli taluk, <box>1147 1927 1473 1956</box>
headline: ಬಿಎಂಸಿಆರ್‌ಸಿ: ಹುದ್ದೆಗಳ <box>849 1325 1047 1355</box>
subheadline: ಬಳ್ಳಾರಿ: ಪೋಷಣ ಮಾಸಾಚರಣೆ ಕಾರ್ಯಕ್ರಮದಲ್ಲಿ ನ್ಯಾಯಾಧೀಶ್ ಎನ್.ಹೊಸಮನೆ ಹೇಳಿಕೆ <box>892 68 1379 88</box>
headline: ವಾರಸುದಾರರ ಪತ್ತೆಗೆ ಮನವಿ <box>445 1833 687 1864</box>
sheristedar: Sheristedar <box>1374 1772 1436 1785</box>
court-title: IN THE COURT OF THE ADDITIONAL SENIOR CIVIL <box>1163 1849 1475 1862</box>
case-number: Cri M. C. No.150/ 2025 <box>1258 1362 1380 1375</box>
court-signatory <box>1319 1771 1491 1817</box>
notice-paragraph: WHEREAS, if any persons interested with respect to the above proceeding are hereby noticed to appear in this court in person or by pleader duly able to answer all material question relating to the said petition on 10-10-2025 at about 11-00 A.M., otherwise the matter will be heard and determined. <box>1147 1644 1491 1720</box>
order-by: By order of the court <box>1379 2290 1491 2303</box>
story-body: ಪತ್ತೆಹಚ್ಚುವ ಯಂತ್ರವನ್ನು ಈಗಾಗಲೇ ಪರಿಚಯಿಸಲಾಗಿದ್ದು ಸಾರ್ವಜನಿಕರು ಮುಜುಗರ ಪಟ್ಟುಕೊಳ್ಳದೆ ಕ್ಷಯ ರೋಗ ಕ್ಕೆ ತುತ್ತಾದವರು ನಿರಂತರವಾಗಿ ಪರೀಕ್ಷೆ <box>279 1181 512 1258</box>
headline: ರಾಮನ ತತ್ವ, ಆದರ್ಶಗಳನ್ನು ಜೀವನದಲ್ಲಿ <box>118 68 647 114</box>
byline: ಹೊಸಪೇಟೆ ಟೈಮ್ಸ್ ನ್ಯೂಸ್ <box>891 1738 1005 1754</box>
story-body: ಬಳ್ಳಾರಿ: ಕರ್ನಾಟಕ ರಾಜ್ಯ ಕಾನೂನು ಸೇವೆಗಳ ಪ್ರಾಧಿಕಾರ ಹಾಗೂ ಕರ್ನಾಟಕ ರಾಜ್ಯ ಗ್ರಾಹಕರ ವ್ಯಾಜ್ಯಗಳ ಪರಿಹಾರ ಆಯೋಗ, ಬೆಂಗಳೂರು ಇವರ ಆದೇಶದಂತೆ, ನಗರದ ಹಳೆಯ ಜಿಲ್ಲಾಧಿಕಾರಿಗಳ ಕಚೇರಿ ಆವರಣದ ಜಿಲ್ಲಾ ಗ್ರಾಹಕರ ವ್ಯಾಜ್ಯಗಳ ಪರಿಹಾರ ಆಯೋಗ ಕಚೇರಿಯಲ್ಲಿ ಸೆ.13 ರಂದು ರಾಷ್ಟ್ರೀಯ ಲೋಕ ಅದಾಲತ್ ಏರ್ಪಡಿಸಲಾಗಿದೆ. ಬಾಕಿ ಇರುವ ಪ್ರಕರಣಗಳಲ್ಲಿ ಉಭಯ ಪಕ್ಷಗಾರರು ಹಾಗೂ ವಕೀಲರು ಹೆಚ್ಚಿನ ಸಂಖ್ಯೆಯಲ್ಲಿ ಭಾಗವಹಿಸಿ ಪ್ರಕರಣಗಳನ್ನು ರಾಜಿ ಸಂಧಾನದ ಮೂಲಕ ಇತ್ಯರ್ಥಪಡಿಸಿಕೊಳ್ಳಬೇಕು ಎಂದು ಜಿಲ್ಲಾ ಗ್ರಾಹಕರ ವ್ಯಾಜ್ಯಗಳ ಪರಿಹಾರ ಆಯೋಗದ ಅಧ್ಯಕ್ಷರು ತಿಳಿಸಿದ್ದಾರೆ. <box>14 1865 369 2011</box>
from-label: From, <box>1147 1772 1179 1785</box>
court-notice <box>1137 1322 1500 1834</box>
petitioners-label: ...Petitioners <box>1428 1896 1491 1909</box>
story-column <box>14 1395 251 1783</box>
byline: ಹೊಸಪೇಟೆ ಟೈಮ್ಸ್ ನ್ಯೂಸ್ <box>891 1394 1005 1409</box>
story-body: ಬಳ್ಳಾರಿ: ತಾಲ್ಲೂಕಿನ ಮೋಕ ಪೊಲೀಸ್ ಠಾಣೆ ವ್ಯಾಪ್ತಿಯ ಕರಿಗ್ರಾಮ್ ಕ್ರಾಸ್ ಕಾಲುವೆಯಲ್ಲಿ ಸುಮಾರು 55 ರಿಂದ 60 ವರ್ಷದ ಅನಾಮಧೇಯ ಮೃತ ಪುರುಷನ ಶವವು ಸೆ.08 ರಂದು ತೇಲಿಕೊಂಡು ಬಂದಿದ್ದು, ಮೃತನ ವಾರಸುದಾರರ ಪತ್ತೆಗೆ ಸಹಕರಿಸಬೇಕು ಎಂದು ಮೋಕ ಪೊಲೀಸ್ ಠಾಣೆಯ ಪೊಲೀಸ್ ಇನ್ಸ್‌ಪೆಕ್ಟರ್ ತಿಳಿಸಿದ್ದಾರೆ. ಚಹರೆ ಗುರುತು: ಎತ್ತರ ಅಂದಾಜು 5.1 ಅಡಿ, ದೃಢವಾದ ಮೈಕಟ್ಟು, ಮೃತನ ದೇಹದ ಮೇಲೆ ನೀಲಿ ಮತ್ತು ಬಿಳಿ ಬಣ್ಣದ ಚುಕ್ಕಿಯುಳ್ಳ ಕೋಲಾರ ಅಂಗಿ ಹಾಗೂ ಹಸಿರು ಬಣ್ಣದ ಬನಿಯನ್ ಇದೆ. ಅನಾಮಧೇಯ ಮೃತ ವಾರಸುದಾರರ ಬಗ್ಗೆ ಮಾಹಿತಿ ಸಿಕ್ಕಲ್ಲಿ ಬಳ್ಳಾರಿ ಎಸ್.ಪಿ ಕಚೇರಿ ದೂ.08392-258100, ಬಳ್ಳಾರಿ ಗ್ರಾಮಾಂತರ ಡಿವೈಎಸ್‌ಪಿ ದೂ.08392-276000, ಮೊ.9480803201, ಸಿ.ಪಿ.ಐ ಮೊ.9480803031 ಅಥವಾ ಮೋಕ ಪೊಲೀಸ್ ಠಾಣೆಯ ಪಿಎಸ್‌ಐ ದೂ.08922-93228, ಮೊ.9480803050 ಗೆ ಸಂಪರ್ಕಿಸಬಹುದು ಎಂದು ಪ್ರಕಟಣೆಯಲ್ಲಿ ತಿಳಿಸಿದ್ದಾರೆ. <box>382 1884 751 2086</box>
story-power-outage <box>771 990 1500 1313</box>
byline: ಹೊಸಪೇಟೆ ಟೈಮ್ಸ್ ನ್ಯೂಸ್ <box>911 1040 1025 1055</box>
order-by: By order of the court <box>1379 1756 1491 1769</box>
story-bmcrc-warning <box>771 1322 1125 1765</box>
section-divider <box>14 819 751 821</box>
byline: ಹೊಸಪೇಟೆ ಟೈಮ್ಸ್ ನ್ಯೂಸ್ <box>14 591 128 607</box>
versus: -Vs- <box>1307 1911 1330 1924</box>
judge: Addl Senior Civil Judge & J.M.F.C. Court HOSPET <box>1334 1787 1476 1816</box>
notice-paragraph: Given under my hand and seal of this court on this 8th day of September- 2025 <box>1147 1723 1451 1752</box>
respondent: The Tahsildar-cum-Registrar Birth & Death Taluk Office,Kampli, kampli taluk, <box>1147 1408 1473 1437</box>
story-column <box>14 889 266 1274</box>
headline: ಮಟ್ಟದ ಪ್ರಶಸ್ತಿಗೆ ಅರ್ಜಿ ಆಹ್ವಾನ <box>194 1340 571 1384</box>
story-body: ಬಳ್ಳಾರಿ:ಮಹಿಳಾ ಮತ್ತು ಮಕ್ಕಳ ಅಭಿವೃದ್ಧಿ ಇಲಾಖೆ ವತಿಯಿಂದ ಪ್ರಸಕ್ತ ಸಾಲಿಗೆ ಹೊಯ್ಸಳ ಮತ್ತು ಕೆಳದಿ ಚೆನ್ನಮ್ಮ ಪ್ರಶಸ್ತಿ ಯೋಜನೆಯಡಿ ವಿವಿಧ ಕ್ಷೇತ್ರಗಳಲ್ಲಿ ಅಸಾಧಾರಣ ಸಾಧನೆ ಮಾಡಿರುವ ಮಕ್ಕಳನ್ನು ಪ್ರೋತ್ಸಾಹಿಸಲು ಜಿಲ್ಲಾ ಮಟ್ಟದ ಪ್ರಶಸ್ತಿಗೆ ಅರ್ಜಿ ಆಹ್ವಾನಿಸಲಾಗಿದೆ ಎಂದು ಮಹಿಳಾ ಮತ್ತು ಮಕ್ಕಳ ಕಲ್ಯಾಣ ಇಲಾಖೆಯ ಉಪನಿರ್ದೇಶಕರು ತಿಳಿಸಿದ್ದಾರೆ. ನಾವೀನ್ಯತೆ, ತಾರ್ಕಿಕ ಸಾಧನೆಯಲ್ಲಿ (ಉದಾ: ಎರಡು ಬಾರಿಯಾ ವರ್ಷಗಳಲ್ಲಿ ಗಣಿತಶಾಸ್ತ್ರದಲ್ಲಿ ಮೊದಲನೇ ಸ್ಥಾನ) ಕ್ರೀಡೆ, ಕಲೆ, ಸಾಂಸ್ಕೃತಿಕ ಮತ್ತು ಸಂಗೀತ ಕ್ಷೇತ್ರಗಳಲ್ಲಿ ಅಸಾಧಾರಣ ಸಾಧನೆ ಮಾಡಿದ 5 ರಿಂದ 18 ವರ್ಷದೊಳಗಿನ ಮಕ್ಕಳು ಅರ್ಜಿ ಸಲ್ಲಿಸಬಹುದು. <box>14 1412 251 1651</box>
court-title: JUDGE AND J.M.F.C. AT HOSAPETE <box>1214 1865 1424 1878</box>
petitioners: K.Ningappa and Others <box>1147 1377 1265 1391</box>
byline: ಹೊಸಪೇಟೆ ಟೈಮ್ಸ್ ನ್ಯೂಸ್ <box>891 2108 1005 2123</box>
section-divider <box>14 1786 751 1789</box>
notice-paragraph: WHEREAS the above named petitioners1) Kagi Ningappa son of Late kagi Bhimappa, ageda bout 76 years,agriculturist 2) K.Ningamma D/o Subbamma aged abotu 66 years, Devadasi,3) K.Linganath son of Late Bheemappa, aged about 61 years, agriculturist 4) Kagi Nijappa son of Kagi Bheemappa, aged about 54 years, agriculturist, all are residents of 1st ward, Ramasagara village kampli taluk, Ballari Dist. .Have filed The petitioner filed the petition under section 13 (3) of Registration of birth and death Act, seeking the direction to the respondent to enter the date of death of their Father K.Bhimappa son Late K.Bhimappa who died in 10-02-1981 at her residence at Ramasagara village, Kampli taluk. <box>1147 1472 1491 1640</box>
page-number: ಪುಟ-4 <box>1430 11 1490 38</box>
notice-address: To. Whom so ever it may concern <box>1230 1973 1407 1987</box>
court-notice <box>1137 1841 1500 2350</box>
respondent-label: ....Respondent <box>1420 1958 1491 1971</box>
